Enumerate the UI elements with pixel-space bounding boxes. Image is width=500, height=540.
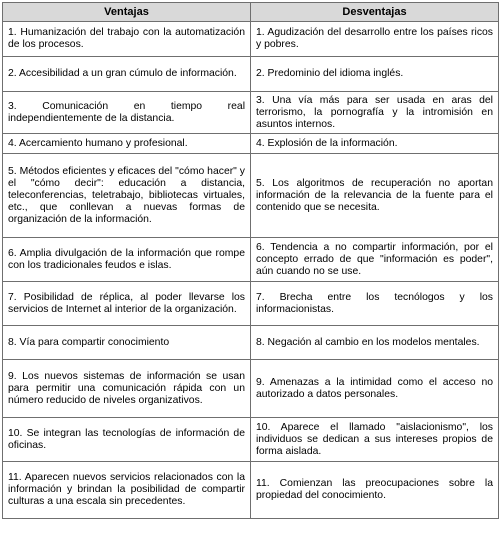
ventaja-cell: 2. Accesibilidad a un gran cúmulo de información. [3, 57, 251, 92]
table-row [3, 326, 499, 360]
comparison-table [2, 2, 499, 519]
table-row [3, 134, 499, 154]
desventaja-cell: 7. Brecha entre los tecnólogos y los informacionistas. [251, 282, 499, 326]
table-row [3, 360, 499, 418]
desventaja-cell: 6. Tendencia a no compartir información, por el concepto errado de que "información es poder", aún cuando no se use. [251, 238, 499, 282]
desventaja-cell: 1. Agudización del desarrollo entre los países ricos y pobres. [251, 22, 499, 57]
desventaja-cell: 4. Explosión de la información. [251, 134, 499, 154]
ventaja-cell: 5. Métodos eficientes y eficaces del "cómo hacer" y el "cómo decir": educación a distancia, teleconferencias, teletrabajo, bibliotecas virtuales, etc., que conllevan a nuevas formas de organización de la información. [3, 154, 251, 238]
ventaja-cell: 9. Los nuevos sistemas de información se usan para permitir una comunicación rápida con un número reducido de niveles organizativos. [3, 360, 251, 418]
desventaja-cell: 8. Negación al cambio en los modelos mentales. [251, 326, 499, 360]
ventaja-cell: 11. Aparecen nuevos servicios relacionados con la información y brindan la posibilidad de compartir culturas a una escala sin precedentes. [3, 462, 251, 519]
header-ventajas: Ventajas [3, 3, 251, 22]
table-row [3, 462, 499, 519]
table-row [3, 238, 499, 282]
ventaja-cell: 7. Posibilidad de réplica, al poder llevarse los servicios de Internet al interior de la organización. [3, 282, 251, 326]
table-row [3, 22, 499, 57]
ventaja-cell: 4. Acercamiento humano y profesional. [3, 134, 251, 154]
ventaja-cell: 10. Se integran las tecnologías de información de oficinas. [3, 418, 251, 462]
table-row [3, 418, 499, 462]
desventaja-cell: 3. Una vía más para ser usada en aras del terrorismo, la pornografía y la intromisión en asuntos internos. [251, 92, 499, 134]
ventaja-cell: 8. Vía para compartir conocimiento [3, 326, 251, 360]
desventaja-cell: 5. Los algoritmos de recuperación no aportan información de la relevancia de la fuente para el contenido que se necesita. [251, 154, 499, 238]
table-row [3, 92, 499, 134]
desventaja-cell: 11. Comienzan las preocupaciones sobre la propiedad del conocimiento. [251, 462, 499, 519]
ventaja-cell: 3. Comunicación en tiempo real independientemente de la distancia. [3, 92, 251, 134]
desventaja-cell: 10. Aparece el llamado "aislacionismo", los individuos se dedican a sus intereses propios de forma aislada. [251, 418, 499, 462]
table-row [3, 154, 499, 238]
ventaja-cell: 6. Amplia divulgación de la información que rompe con los tradicionales feudos e islas. [3, 238, 251, 282]
ventaja-cell: 1. Humanización del trabajo con la automatización de los procesos. [3, 22, 251, 57]
desventaja-cell: 2. Predominio del idioma inglés. [251, 57, 499, 92]
table-row [3, 57, 499, 92]
header-row [3, 3, 499, 22]
desventaja-cell: 9. Amenazas a la intimidad como el acceso no autorizado a datos personales. [251, 360, 499, 418]
table-row [3, 282, 499, 326]
header-desventajas: Desventajas [251, 3, 499, 22]
